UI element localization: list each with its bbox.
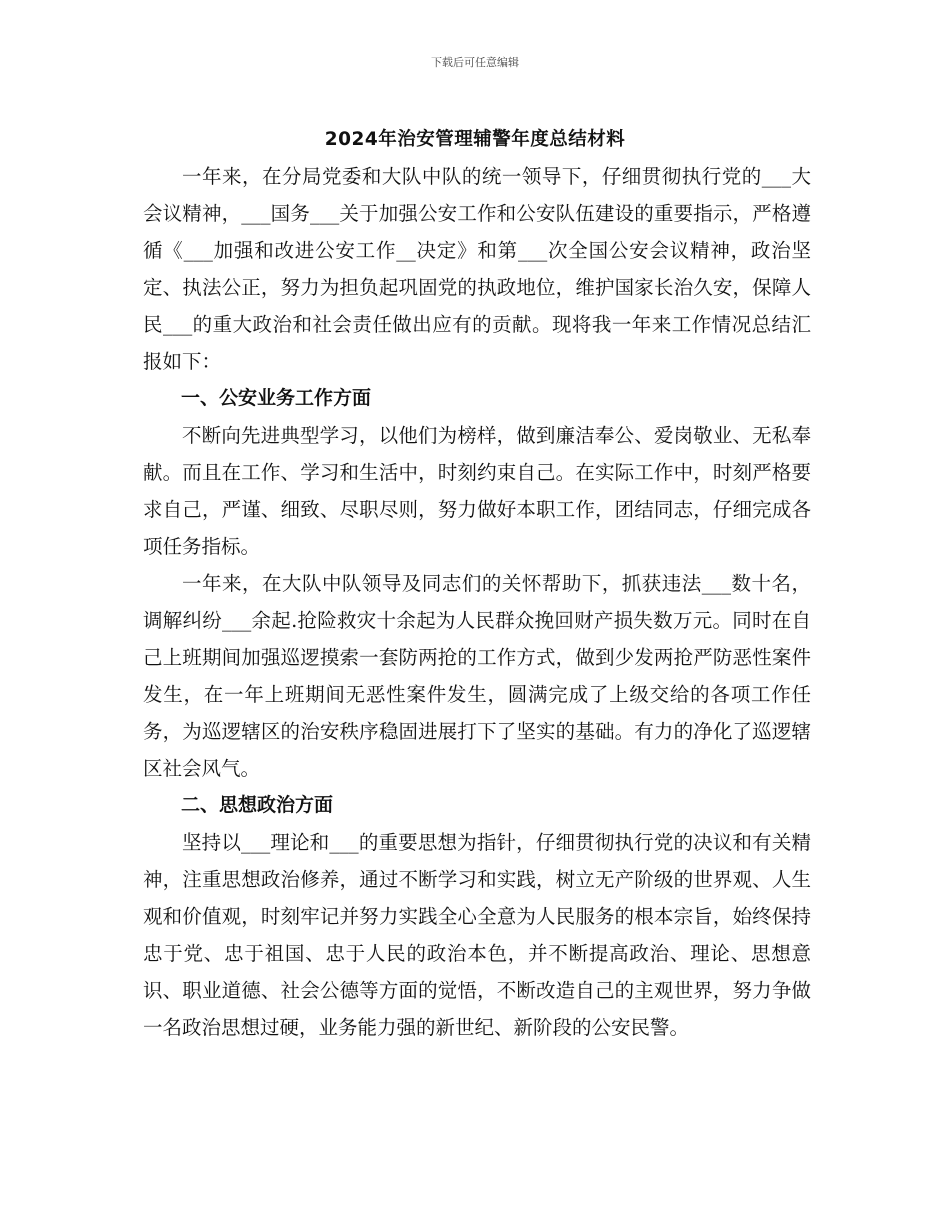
- header-note: 下载后可任意编辑: [431, 56, 519, 69]
- section1-paragraph-1: 不断向先进典型学习，以他们为榜样，做到廉洁奉公、爱岗敬业、无私奉献。而且在工作、学习和生活中，时刻约束自己。在实际工作中，时刻严格要求自己，严谨、细致、尽职尽则，努力做好本职工作，团结同志，仔细完成各项任务指标。: [143, 424, 811, 558]
- document-title: 2024年治安管理辅警年度总结材料: [324, 129, 626, 150]
- section-heading-1: 一、公安业务工作方面: [181, 387, 372, 409]
- intro-paragraph: 一年来，在分局党委和大队中队的统一领导下，仔细贯彻执行党的___大会议精神，___国务___关于加强公安工作和公安队伍建设的重要指示，严格遵循《___加强和改进公安工作__决定》和第___次全国公安会议精神，政治坚定、执法公正，努力为担负起巩固党的执政地位，维护国家长治久安，保障人民___的重大政治和社会责任做出应有的贡献。现将我一年来工作情况总结汇报如下：: [143, 165, 811, 373]
- section2-paragraph-1: 坚持以___理论和___的重要思想为指针，仔细贯彻执行党的决议和有关精神，注重思想政治修养，通过不断学习和实践，树立无产阶级的世界观、人生观和价值观，时刻牢记并努力实践全心全意为人民服务的根本宗旨，始终保持忠于党、忠于祖国、忠于人民的政治本色，并不断提高政治、理论、思想意识、职业道德、社会公德等方面的觉悟，不断改造自己的主观世界，努力争做一名政治思想过硬，业务能力强的新世纪、新阶段的公安民警。: [143, 831, 811, 1039]
- section-heading-2: 二、思想政治方面: [181, 794, 334, 816]
- section1-paragraph-2: 一年来，在大队中队领导及同志们的关怀帮助下，抓获违法___数十名，调解纠纷___余起.抢险救灾十余起为人民群众挽回财产损失数万元。同时在自己上班期间加强巡逻摸索一套防两抢的工作方式，做到少发两抢严防恶性案件发生，在一年上班期间无恶性案件发生，圆满完成了上级交给的各项工作任务，为巡逻辖区的治安秩序稳固进展打下了坚实的基础。有力的净化了巡逻辖区社会风气。: [143, 572, 811, 780]
- document-body: [143, 158, 811, 1046]
